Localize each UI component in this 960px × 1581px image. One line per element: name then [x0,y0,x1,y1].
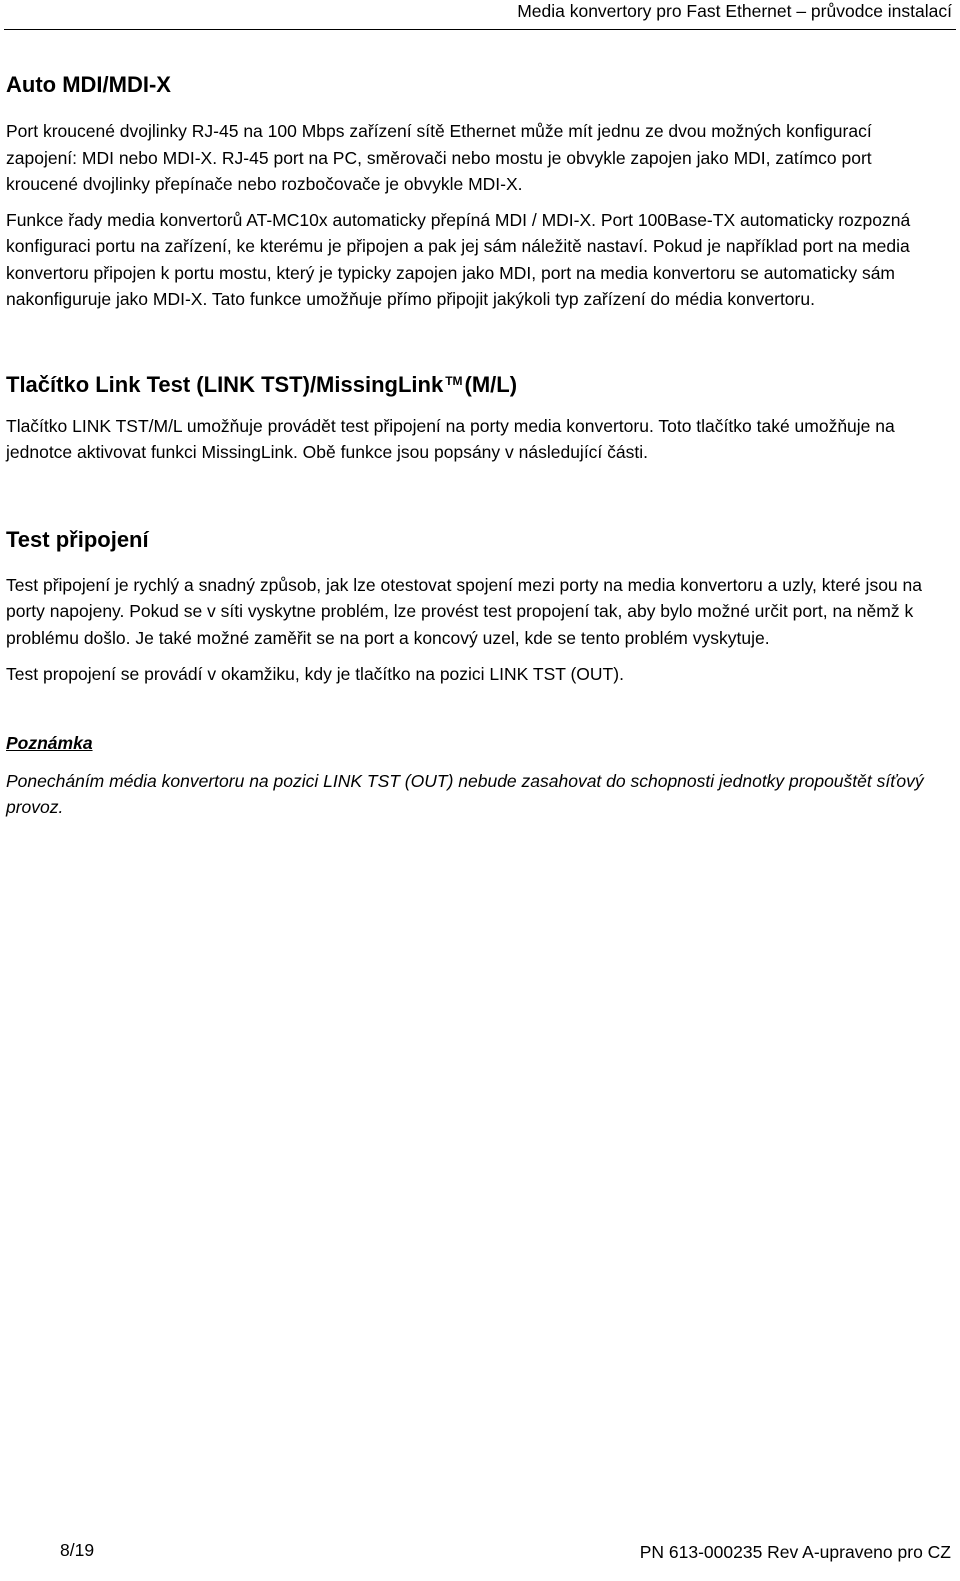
header-rule [4,29,956,30]
page-body [6,71,940,821]
heading-auto-mdi: Auto MDI/MDI-X [6,72,171,97]
page-footer [0,1539,960,1563]
page-number: 8/19 [60,1540,95,1560]
paragraph-mdi-intro: Port kroucené dvojlinky RJ-45 na 100 Mbps zařízení sítě Ethernet může mít jednu ze dvou možných konfigurací zapojení: MDI nebo MDI-X. RJ-45 port na PC, směrovači nebo mostu je obvykle zapojen jako MDI, zatímco port kroucené dvojlinky přepínače nebo rozbočovače je obvykle MDI-X. [6,121,872,194]
note-body: Ponecháním média konvertoru na pozici LINK TST (OUT) nebude zasahovat do schopnosti jednotky propouštět síťový provoz. [6,770,924,817]
heading-link-test-suffix: (M/L) [464,371,518,397]
running-header-title: Media konvertory pro Fast Ethernet – průvodce instalací [517,1,952,21]
part-number: PN 613-000235 Rev A-upraveno pro CZ [639,1542,951,1562]
trademark-mark: TM [445,373,463,388]
heading-connection-test: Test připojení [6,526,149,552]
paragraph-connection-test-when: Test propojení se provádí v okamžiku, kdy je tlačítko na pozici LINK TST (OUT). [6,664,624,684]
note-title: Poznámka [6,732,93,753]
paragraph-mdi-function: Funkce řady media konvertorů AT-MC10x automaticky přepíná MDI / MDI-X. Port 100Base-TX automaticky rozpozná konfiguraci portu na zařízení, ke kterému je připojen a pak jej sám náležitě nastaví. Pokud je například port na media konvertoru připojen k portu mostu, který je typicky zapojen jako MDI, port na media konvertoru se automaticky sám nakonfiguruje jako MDI-X. Tato funkce umožňuje přímo připojit jakýkoli typ zařízení do média konvertoru. [6,209,911,309]
heading-link-test-text: Tlačítko Link Test (LINK TST)/MissingLink [6,371,444,397]
paragraph-connection-test: Test připojení je rychlý a snadný způsob, jak lze otestovat spojení mezi porty na media konvertoru a uzly, které jsou na porty napojeny. Pokud se v síti vyskytne problém, lze provést test propojení tak, aby bylo možné určit port, na němž k problému došlo. Je také možné zaměřit se na port a koncový uzel, kde se tento problém vyskytuje. [6,574,922,648]
paragraph-link-test-button: Tlačítko LINK TST/M/L umožňuje provádět test připojení na porty media konvertoru. Toto tlačítko také umožňuje na jednotce aktivovat funkci MissingLink. Obě funkce jsou popsány v následující části. [6,415,895,462]
heading-link-test-button [6,367,940,399]
